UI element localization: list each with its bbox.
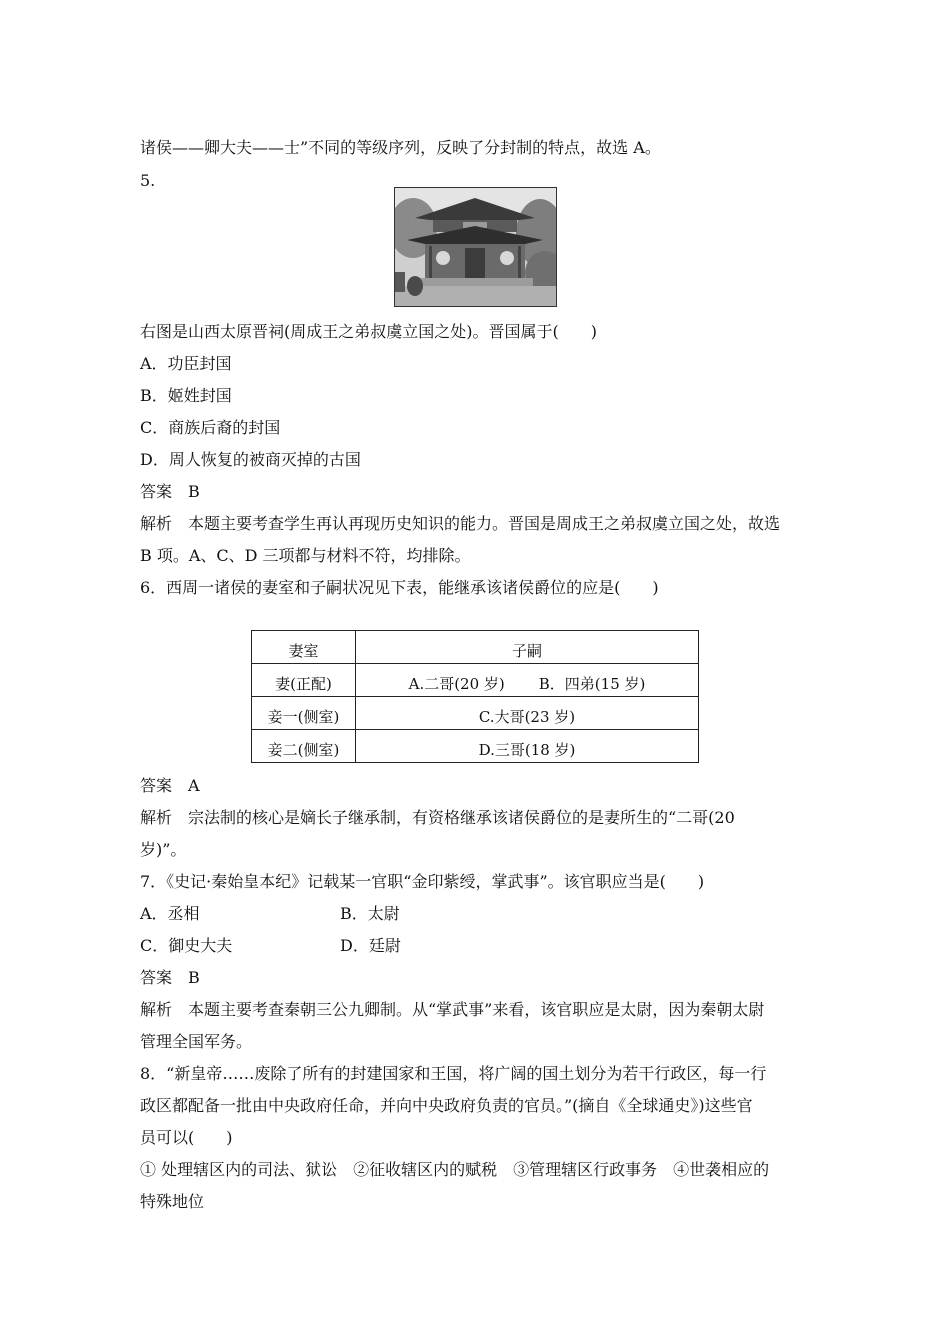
q5-answer: 答案 B (140, 482, 200, 501)
q5-option-c: C．商族后裔的封国 (140, 418, 281, 437)
q8-stem-line1: 8．“新皇帝……废除了所有的封建国家和王国，将广阔的国土划分为若干行政区，每一行 (140, 1064, 767, 1083)
table-cell-wife: 妻(正配) (252, 664, 356, 697)
q5-stem: 右图是山西太原晋祠(周成王之弟叔虞立国之处)。晋国属于( ) (140, 322, 597, 341)
table-cell-wife: 妾一(侧室) (252, 697, 356, 730)
q7-stem: 7．《史记·秦始皇本纪》记载某一官职“金印紫绶，掌武事”。该官职应当是( ) (140, 872, 705, 891)
heir-option-c: C.大哥(23 岁) (356, 697, 699, 730)
q5-analysis-line2: B 项。A、C、D 三项都与材料不符，均排除。 (140, 546, 471, 565)
table-row (252, 664, 699, 697)
table-header-wife: 妻室 (252, 631, 356, 664)
q7-option-c: C．御史大夫 (140, 936, 233, 955)
q7-option-a: A．丞相 (140, 904, 200, 923)
q7-option-d: D．廷尉 (340, 936, 401, 955)
q6-answer: 答案 A (140, 776, 200, 795)
heir-option-b: B．四弟(15 岁) (538, 675, 646, 693)
table-cell-heirs (356, 664, 699, 697)
q7-analysis-line2: 管理全国军务。 (140, 1032, 253, 1051)
q8-stem-line3: 员可以( ) (140, 1128, 233, 1147)
q6-stem: 6．西周一诸侯的妻室和子嗣状况见下表，能继承该诸侯爵位的应是( ) (140, 578, 659, 597)
q6-analysis-line2: 岁)”。 (140, 840, 187, 859)
prev-answer-tail: 诸侯——卿大夫——士”不同的等级序列，反映了分封制的特点，故选 A。 (140, 138, 661, 157)
q5-option-a: A．功臣封国 (140, 354, 232, 373)
q7-answer: 答案 B (140, 968, 200, 987)
temple-photo-icon (395, 188, 556, 306)
q5-option-b: B．姬姓封国 (140, 386, 232, 405)
q7-option-b: B．太尉 (340, 904, 400, 923)
q5-number: 5. (140, 171, 156, 190)
q7-analysis-line1: 解析 本题主要考查秦朝三公九卿制。从“掌武事”来看，该官职应是太尉，因为秦朝太尉 (140, 1000, 765, 1019)
table-row (252, 697, 699, 730)
q6-analysis-line1: 解析 宗法制的核心是嫡长子继承制，有资格继承该诸侯爵位的是妻所生的“二哥(20 (140, 808, 735, 827)
q5-analysis-line1: 解析 本题主要考查学生再认再现历史知识的能力。晋国是周成王之弟叔虞立国之处，故选 (140, 514, 781, 533)
heir-option-a: A.二哥(20 岁) (408, 675, 505, 693)
table-row (252, 730, 699, 763)
jinci-temple-photo (394, 187, 557, 307)
table-header-heir: 子嗣 (356, 631, 699, 664)
heir-option-d: D.三哥(18 岁) (356, 730, 699, 763)
q6-heir-table (251, 630, 699, 763)
table-header-row (252, 631, 699, 664)
q8-items-line1: ① 处理辖区内的司法、狱讼 ②征收辖区内的赋税 ③管理辖区行政事务 ④世袭相应的 (140, 1160, 770, 1179)
q8-items-line2: 特殊地位 (140, 1192, 205, 1211)
q8-stem-line2: 政区都配备一批由中央政府任命，并向中央政府负责的官员。”(摘自《全球通史》)这些官 (140, 1096, 753, 1115)
q5-option-d: D．周人恢复的被商灭掉的古国 (140, 450, 361, 469)
table-cell-wife: 妾二(侧室) (252, 730, 356, 763)
